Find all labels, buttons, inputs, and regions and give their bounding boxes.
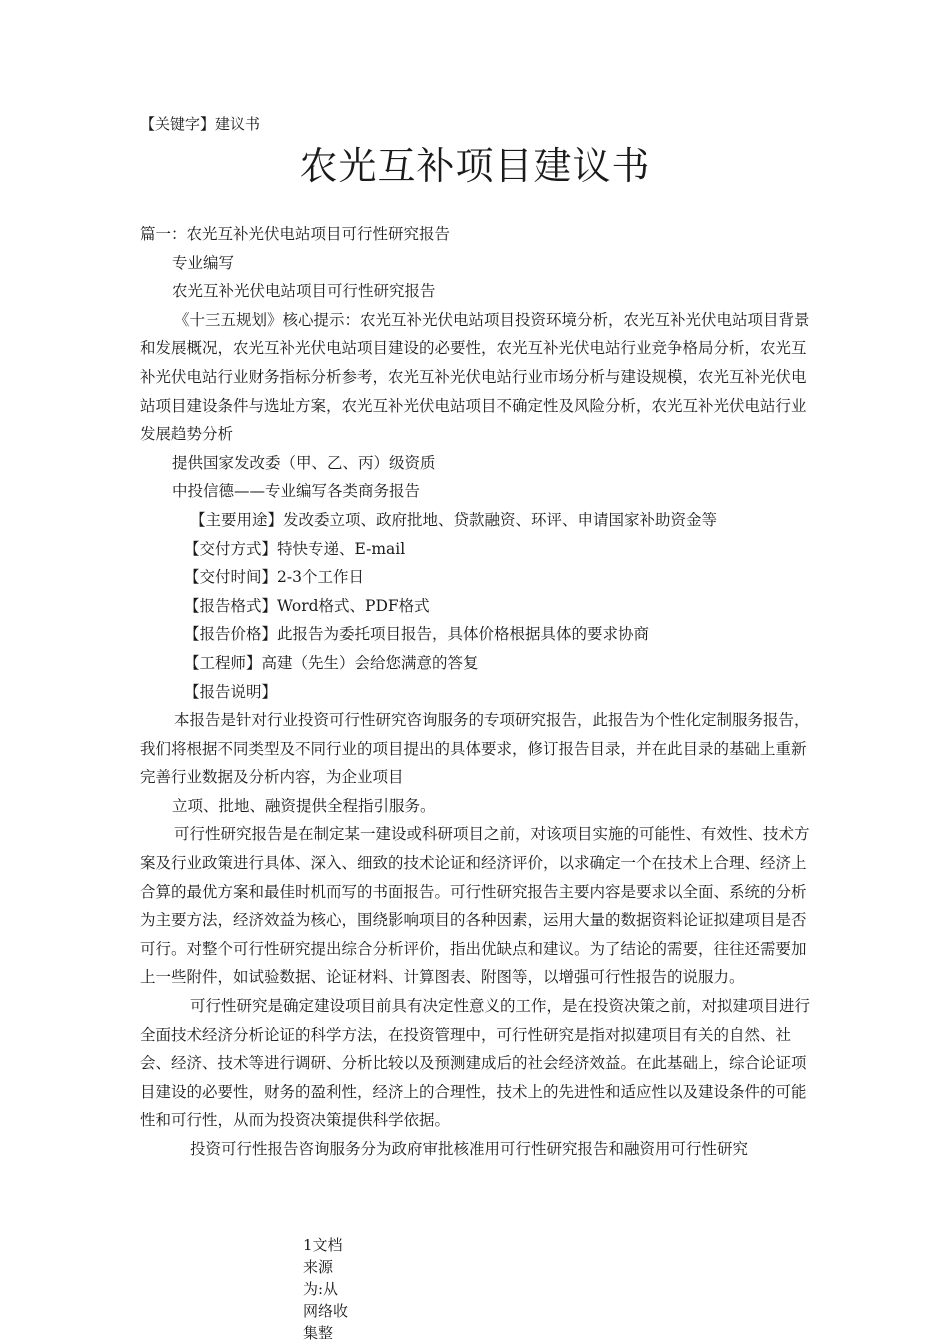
info-item-usage: 【主要用途】发改委立项、政府批地、贷款融资、环评、申请国家补助资金等 — [190, 510, 718, 529]
paragraph: 投资可行性报告咨询服务分为政府审批核准用可行性研究报告和融资用可行性研究 — [190, 1140, 749, 1158]
paragraph: 中投信德——专业编写各类商务报告 — [172, 482, 421, 501]
info-item-time: 【交付时间】2-3个工作日 — [184, 568, 364, 587]
paragraph: 农光互补光伏电站项目可行性研究报告 — [172, 282, 436, 301]
document-title: 农光互补项目建议书 — [299, 144, 651, 188]
paragraph: 本报告是针对行业投资可行性研究咨询服务的专项研究报告，此报告为个性化定制服务报告，我们将根据不同类型及不同行业的项目提出的具体要求，修订报告目录，并在此目录的基础上重新完善行业数据及分析内容，为企业项目 — [140, 711, 810, 787]
paragraph: 《十三五规划》核心提示：农光互补光伏电站项目投资环境分析，农光互补光伏电站项目背景和发展概况，农光互补光伏电站项目建设的必要性，农光互补光伏电站行业竞争格局分析，农光互补光伏电站行业财务指标分析参考，农光互补光伏电站行业市场分析与建设规模，农光互补光伏电站项目建设条件与选址方案，农光互补光伏电站项目不确定性及风险分析，农光互补光伏电站行业发展趋势分析 — [140, 310, 810, 444]
info-item-delivery: 【交付方式】特快专递、E-mail — [184, 539, 406, 558]
document-body — [140, 220, 820, 1164]
info-item-description: 【报告说明】 — [184, 682, 278, 701]
info-item-engineer: 【工程师】高建（先生）会给您满意的答复 — [184, 653, 479, 672]
info-item-price: 【报告价格】此报告为委托项目报告，具体价格根据具体的要求协商 — [184, 625, 650, 644]
paragraph: 专业编写 — [172, 253, 235, 272]
paragraph: 可行性研究报告是在制定某一建设或科研项目之前，对该项目实施的可能性、有效性、技术方案及行业政策进行具体、深入、细致的技术论证和经济评价，以求确定一个在技术上合理、经济上合算的最优方案和最佳时机而写的书面报告。可行性研究报告主要内容是要求以全面、系统的分析为主要方法，经济效益为核心，围绕影响项目的各种因素，运用大量的数据资料论证拟建项目是否可行。对整个可行性研究提出综合分析评价，指出优缺点和建议。为了结论的需要，往往还需要加上一些附件，如试验数据、论证材料、计算图表、附图等，以增强可行性报告的说服力。 — [140, 825, 810, 987]
info-item-format: 【报告格式】Word格式、PDF格式 — [184, 596, 430, 615]
section-heading: 篇一：农光互补光伏电站项目可行性研究报告 — [140, 225, 451, 243]
keywords-line: 【关键字】建议书 — [140, 115, 261, 133]
paragraph: 提供国家发改委（甲、乙、丙）级资质 — [172, 453, 436, 472]
footer-note: 1文档来源为:从网络收集整 — [303, 1236, 349, 1342]
paragraph: 可行性研究是确定建设项目前具有决定性意义的工作，是在投资决策之前，对拟建项目进行全面技术经济分析论证的科学方法，在投资管理中，可行性研究是指对拟建项目有关的自然、社会、经济、技术等进行调研、分析比较以及预测建成后的社会经济效益。在此基础上，综合论证项目建设的必要性，财务的盈利性，经济上的合理性，技术上的先进性和适应性以及建设条件的可能性和可行性，从而为投资决策提供科学依据。 — [140, 997, 811, 1130]
paragraph: 立项、批地、融资提供全程指引服务。 — [172, 796, 436, 815]
